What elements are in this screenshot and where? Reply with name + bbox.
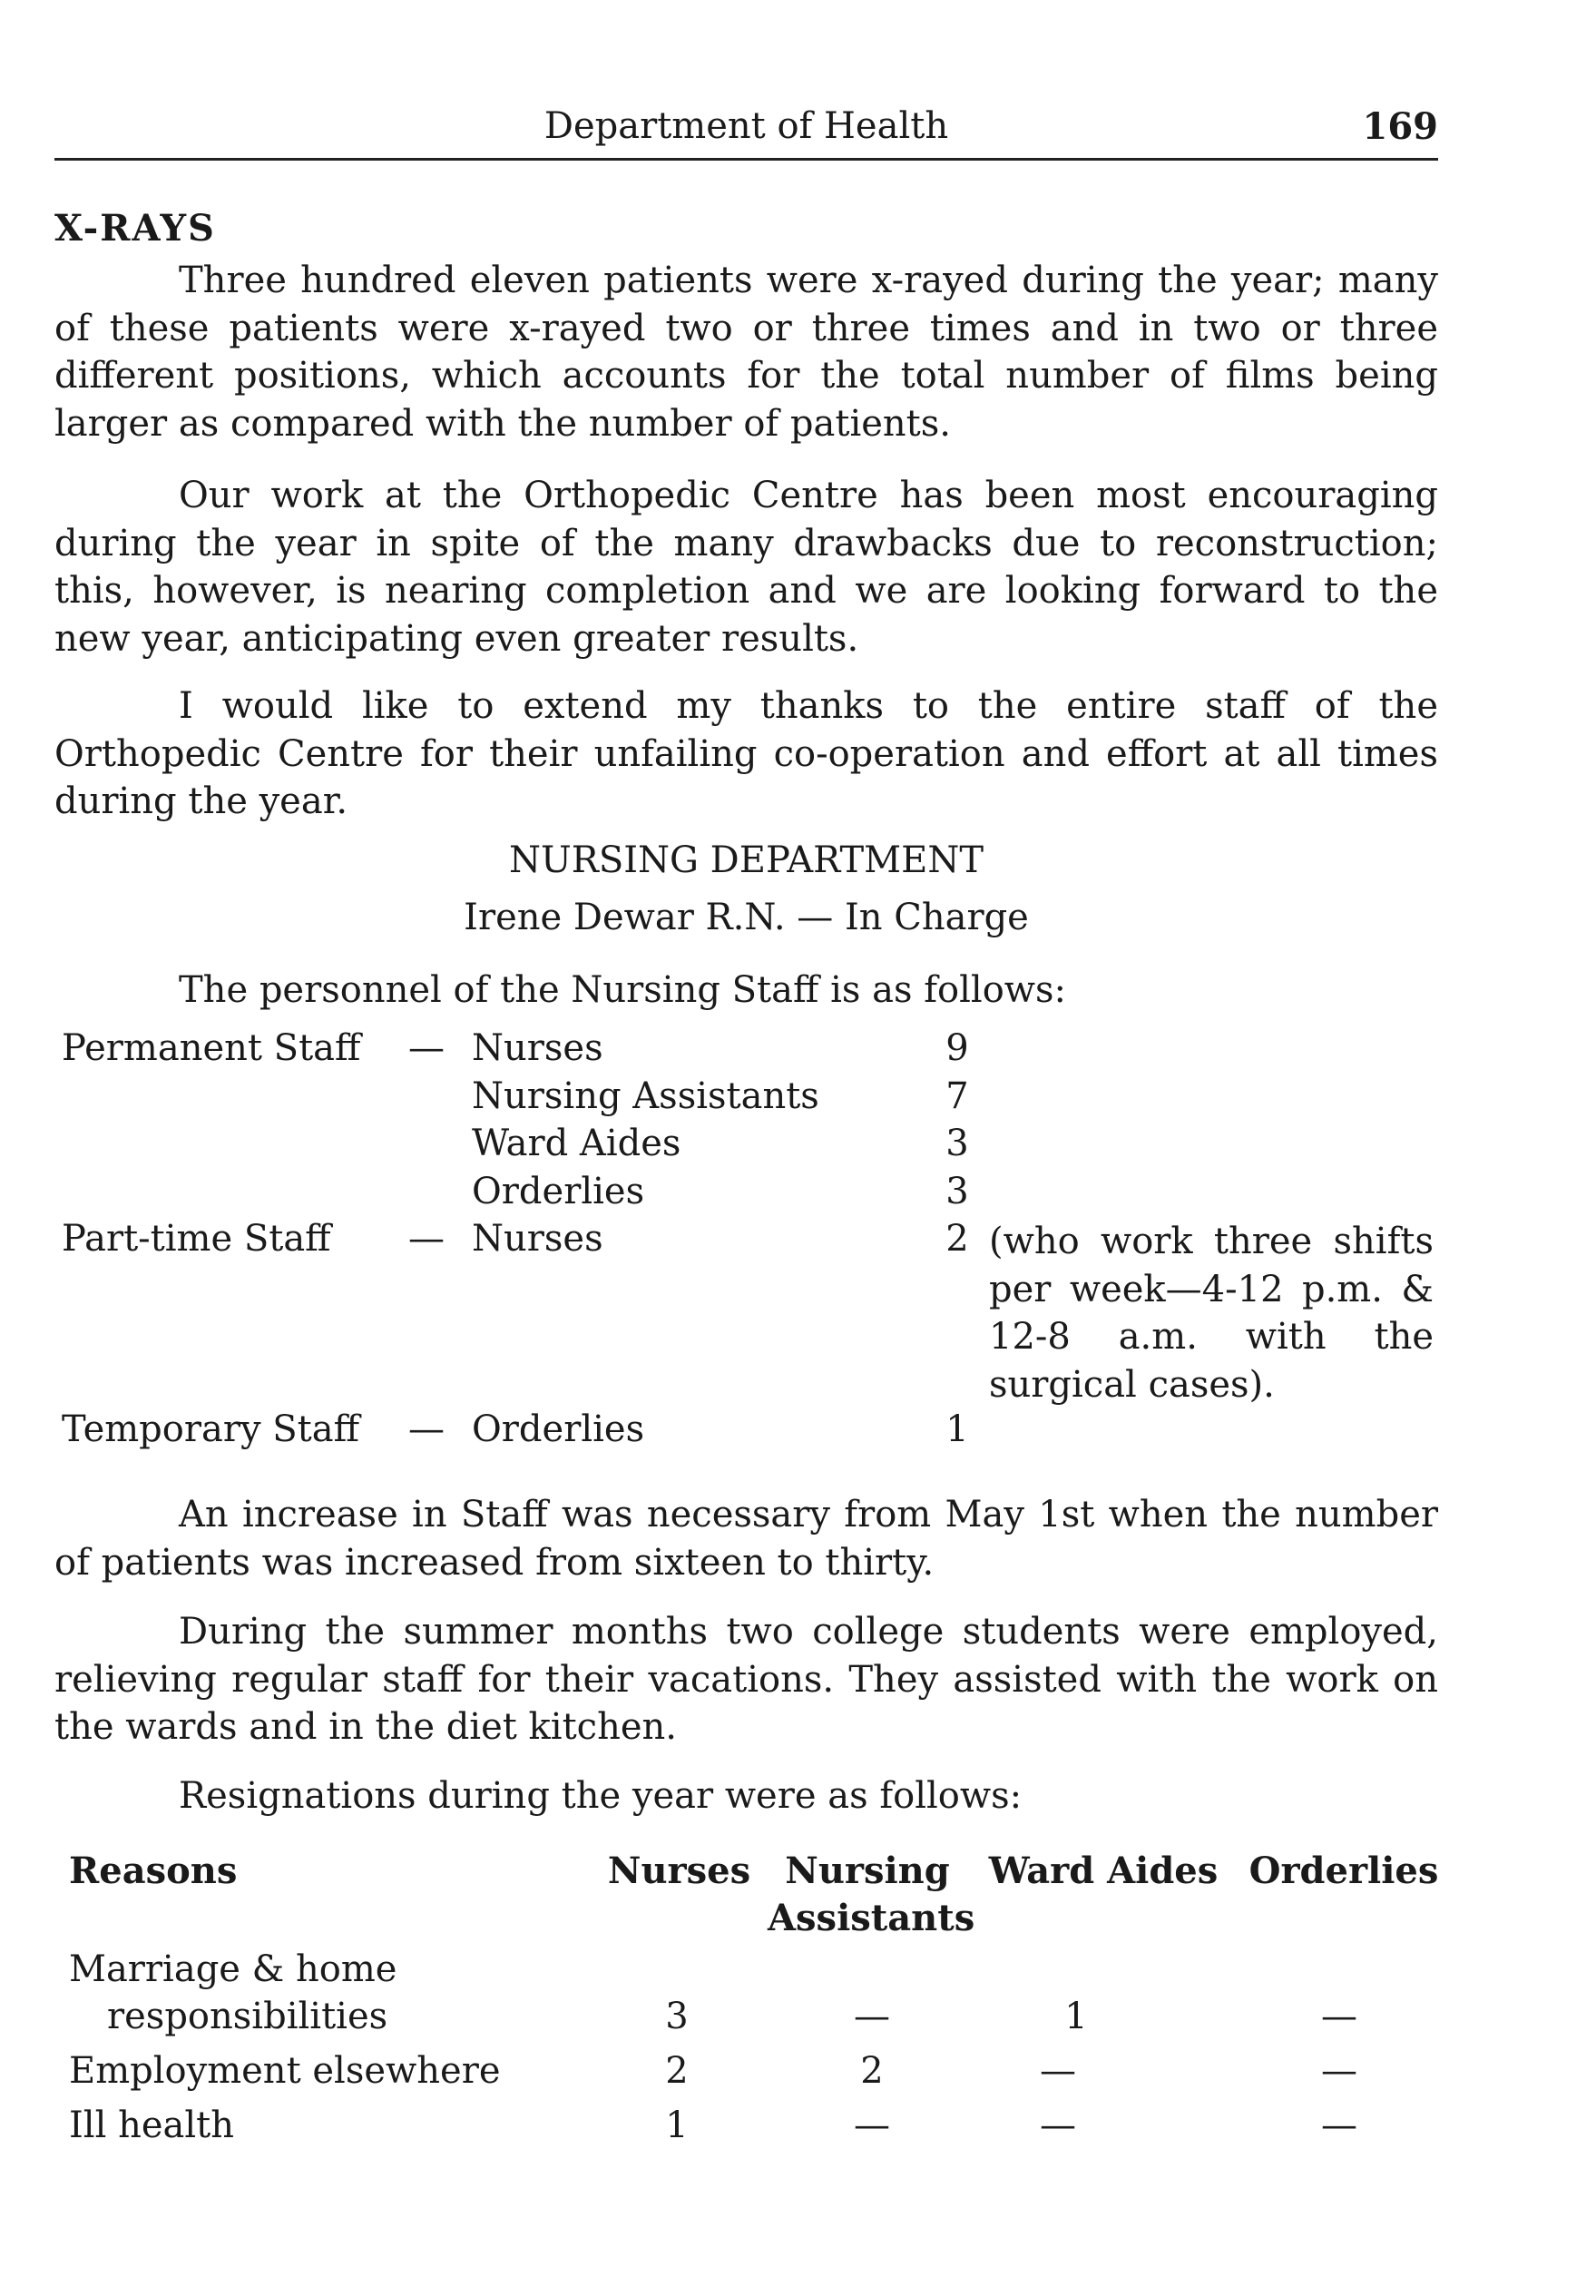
staff-count: 7	[945, 1074, 969, 1117]
staff-count: 3	[945, 1123, 969, 1164]
xrays-paragraph-3	[54, 682, 1438, 826]
staff-list	[54, 1027, 1438, 1457]
nursing-paragraph-2	[54, 1608, 1438, 1751]
cell-ward-aides: —	[1040, 2105, 1076, 2146]
paragraph-text: Resignations during the year were as follows:	[179, 1775, 1023, 1817]
staff-row	[54, 1123, 1438, 1171]
column-header-reasons: Reasons	[69, 1850, 238, 1892]
staff-count: 2	[945, 1218, 969, 1260]
xrays-heading: X-RAYS	[54, 207, 216, 250]
staff-role: Orderlies	[472, 1408, 645, 1450]
row-reason: Employment elsewhere	[69, 2050, 501, 2092]
nursing-in-charge: Irene Dewar R.N. — In Charge	[464, 897, 1029, 938]
cell-orderlies: —	[1321, 2050, 1357, 2092]
staff-dash: —	[408, 1218, 445, 1260]
cell-orderlies: —	[1321, 2105, 1357, 2146]
staff-category: Part-time Staff	[62, 1218, 331, 1260]
cell-nurses: 1	[665, 2105, 689, 2146]
cell-ward-aides: 1	[1064, 1996, 1088, 2037]
staff-category: Permanent Staff	[62, 1027, 361, 1069]
column-header-orderlies: Orderlies	[1248, 1850, 1439, 1892]
nursing-heading: NURSING DEPARTMENT	[508, 839, 984, 881]
cell-ward-aides: —	[1040, 2050, 1076, 2092]
paragraph-text: Our work at the Orthopedic Centre has been most encouraging during the year in spite of the many drawbacks due to reconstruction; this, however, is nearing completion and we are looking forward to the new year, anticipating even greater results.	[54, 475, 1438, 660]
cell-nurses: 2	[665, 2050, 689, 2092]
staff-row	[54, 1171, 1438, 1219]
page-number: 169	[1362, 105, 1438, 148]
paragraph-text: An increase in Staff was necessary from May 1st when the number of patients was increased from sixteen to thirty.	[54, 1494, 1438, 1584]
xrays-paragraph-1	[54, 257, 1438, 447]
staff-category: Temporary Staff	[62, 1408, 360, 1450]
resignations-intro	[54, 1772, 1438, 1820]
row-reason-continued: responsibilities	[107, 1996, 388, 2037]
document-page	[54, 0, 1438, 2296]
header-line: Assistants	[768, 1897, 975, 1939]
staff-count: 1	[945, 1408, 969, 1450]
staff-count: 9	[945, 1027, 969, 1069]
paragraph-text: Three hundred eleven patients were x-rayed during the year; many of these patients were x-rayed two or three times and in two or three different positions, which accounts for the total number of films being larger as compared with the number of patients.	[54, 260, 1438, 445]
row-reason: Marriage & home	[69, 1948, 397, 1990]
staff-dash: —	[408, 1027, 445, 1069]
cell-assistants: 2	[860, 2050, 884, 2092]
row-reason: Ill health	[69, 2105, 235, 2146]
staff-role: Nurses	[472, 1027, 603, 1069]
cell-assistants: —	[854, 2105, 890, 2146]
running-header	[54, 102, 1438, 161]
column-header-ward-aides: Ward Aides	[988, 1850, 1219, 1892]
staff-role: Orderlies	[472, 1170, 645, 1212]
cell-assistants: —	[854, 1996, 890, 2037]
paragraph-text: During the summer months two college students were employed, relieving regular staff for their vacations. They assisted with the work on the wards and in the diet kitchen.	[54, 1611, 1438, 1748]
paragraph-text: The personnel of the Nursing Staff is as follows:	[179, 969, 1067, 1011]
cell-orderlies: —	[1321, 1996, 1357, 2037]
nursing-paragraph-1	[54, 1491, 1438, 1586]
part-time-note: (who work three shifts per week—4-12 p.m. & 12-8 a.m. with the surgical cases).	[989, 1221, 1434, 1406]
xrays-paragraph-2	[54, 472, 1438, 662]
header-title: Department of Health	[543, 105, 949, 147]
staff-row	[54, 1027, 1438, 1075]
paragraph-text: I would like to extend my thanks to the entire staff of the Orthopedic Centre for their unfailing co-operation and effort at all times during the year.	[54, 685, 1438, 822]
staff-role: Nursing Assistants	[472, 1074, 819, 1117]
nursing-intro	[54, 966, 1438, 1015]
staff-row	[54, 1075, 1438, 1123]
header-line: Nursing	[785, 1850, 950, 1892]
column-header-nurses: Nurses	[607, 1850, 751, 1892]
staff-dash: —	[408, 1408, 445, 1450]
cell-nurses: 3	[665, 1996, 689, 2037]
staff-role: Nurses	[472, 1218, 603, 1260]
staff-row	[54, 1408, 1438, 1457]
column-header-nursing-assistants	[768, 1848, 975, 1942]
staff-count: 3	[945, 1170, 969, 1212]
staff-role: Ward Aides	[472, 1123, 681, 1164]
